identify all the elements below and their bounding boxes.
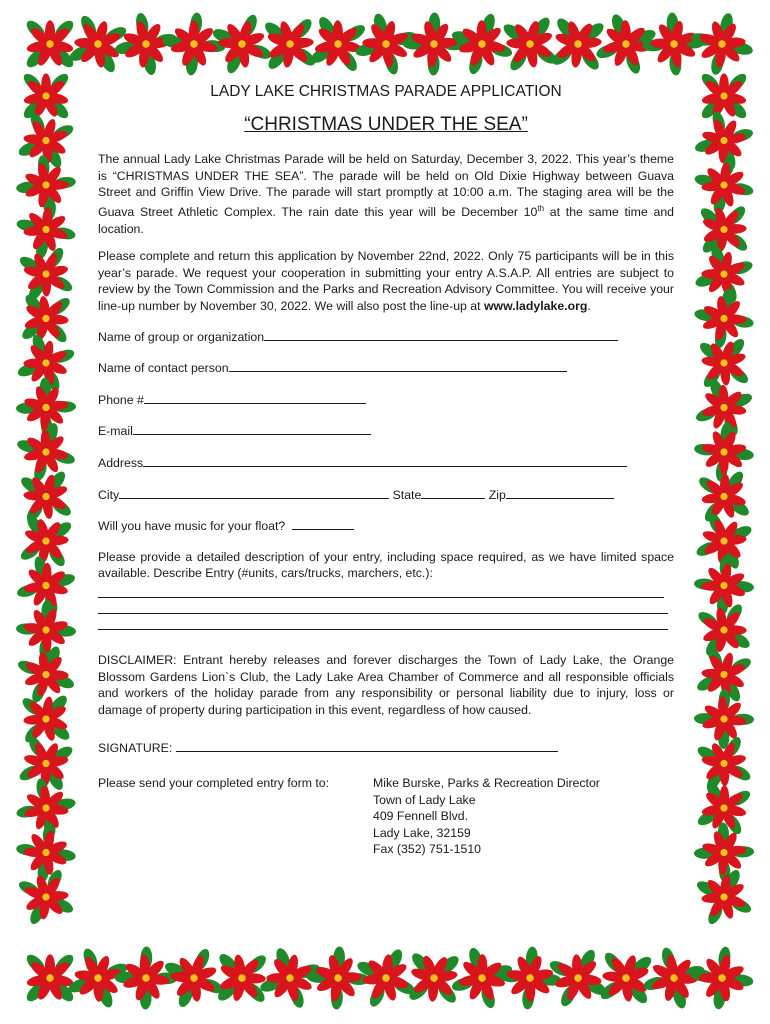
email-field (98, 423, 674, 440)
poinsettia-icon (19, 291, 74, 346)
description-line-3[interactable] (98, 614, 668, 630)
poinsettia-icon (10, 594, 81, 665)
group-input[interactable] (264, 329, 618, 341)
description-line-2[interactable] (98, 598, 668, 614)
intro-text-2: at the same time and location. (98, 205, 674, 236)
phone-label: Phone # (98, 392, 144, 407)
group-field (98, 329, 674, 346)
address-line: Town of Lady Lake (373, 792, 476, 807)
description-line-1[interactable] (98, 582, 664, 598)
email-input[interactable] (133, 423, 371, 435)
instructions-text: Please complete and return this application by November 22nd, 2022. Only 75 participants will be in this year’s parade. We request your cooperation in submitting your entry A.S.A.P. All entries are subject to review by the Town Commission and the Parks and Recreation Advisory Committee. You will receive your line-up number by November 30, 2022. We will also post the line-up at (98, 249, 674, 314)
poinsettia-icon (695, 468, 753, 526)
parade-theme: “CHRISTMAS UNDER THE SEA” (244, 113, 528, 135)
poinsettia-icon (597, 949, 655, 1007)
poinsettia-icon (688, 550, 759, 621)
state-input[interactable] (421, 487, 485, 499)
phone-input[interactable] (144, 392, 366, 404)
poinsettia-icon (19, 692, 73, 746)
group-label: Name of group or organization (98, 329, 265, 344)
poinsettia-icon (11, 817, 82, 888)
poinsettia-border-left (0, 0, 92, 1024)
city-input[interactable] (119, 487, 389, 499)
poinsettia-icon (493, 941, 567, 1015)
zip-label: Zip (485, 487, 506, 502)
poinsettia-icon (689, 283, 759, 353)
poinsettia-icon (17, 512, 75, 570)
address-line: Fax (352) 751-1510 (373, 842, 482, 857)
music-input[interactable] (292, 518, 354, 530)
address-input[interactable] (143, 455, 627, 467)
address-line: 409 Fennell Blvd. (373, 809, 469, 824)
send-label: Please send your completed entry form to: (98, 775, 330, 790)
poinsettia-icon (698, 203, 751, 256)
form-title: LADY LAKE CHRISTMAS PARADE APPLICATION (210, 83, 562, 100)
application-form (98, 84, 674, 858)
city-label: City (98, 487, 120, 502)
instructions-paragraph (98, 248, 674, 314)
address-line: Mike Burske, Parks & Recreation Director (373, 775, 600, 790)
poinsettia-border-right (678, 0, 770, 1024)
address-field (98, 455, 674, 472)
mailing-address (373, 775, 600, 858)
address-label: Address (98, 456, 144, 470)
email-label: E-mail (98, 424, 133, 439)
signature-input[interactable] (176, 740, 558, 752)
poinsettia-border-top (0, 0, 770, 92)
website-link[interactable]: www.ladylake.org (483, 299, 588, 314)
intro-text-1: The annual Lady Lake Christmas Parade will be held on Saturday, December 3, 2022. This year’s theme is “CHRISTMAS UNDER THE SEA”. The parade will be held on Old Dixie Highway between Guava Street and Griffin View Drive. The parade will start promptly at 10:00 a.m. The staging area will be the Guava Street Athletic Complex. The rain date this year will be December 10 (98, 152, 674, 220)
disclaimer-paragraph: DISCLAIMER: Entrant hereby releases and forever discharges the Town of Lady Lake, the Orange Blossom Gardens Lion`s Club, the Lady Lake Area Chamber of Commerce and all responsible officials and workers of the holiday parade from any responsibility or personal liability due to injury, loss or damage of property during participation in this event, regardless of how caused. (98, 652, 674, 717)
mailing-section (98, 775, 674, 858)
poinsettia-icon (699, 71, 749, 121)
instructions-end: . (587, 299, 591, 314)
address-line: Lady Lake, 32159 (373, 825, 471, 840)
contact-field (98, 360, 674, 377)
poinsettia-icon (549, 15, 608, 74)
signature-label: SIGNATURE: (98, 741, 176, 756)
city-state-zip-field (98, 487, 674, 504)
music-label: Will you have music for your float? (98, 519, 293, 534)
poinsettia-border-bottom (0, 930, 770, 1024)
phone-field (98, 392, 674, 409)
poinsettia-icon (307, 13, 370, 76)
poinsettia-icon (397, 7, 472, 82)
poinsettia-icon (688, 683, 759, 754)
signature-field (98, 740, 674, 757)
music-field (98, 518, 674, 535)
poinsettia-icon (499, 13, 560, 74)
intro-paragraph (98, 151, 674, 237)
contact-label: Name of contact person (98, 361, 229, 376)
poinsettia-icon (21, 71, 71, 121)
ordinal-suffix: th (537, 203, 545, 213)
zip-input[interactable] (506, 487, 614, 499)
poinsettia-icon (406, 950, 462, 1006)
description-paragraph: Please provide a detailed description of your entry, including space required, as we have limited space available. Describe Entry (#units, cars/trucks, marchers, etc.): (98, 549, 674, 581)
poinsettia-icon (17, 468, 75, 526)
state-label: State (389, 487, 422, 502)
poinsettia-icon (261, 15, 318, 72)
poinsettia-icon (215, 951, 270, 1006)
contact-input[interactable] (229, 360, 567, 372)
